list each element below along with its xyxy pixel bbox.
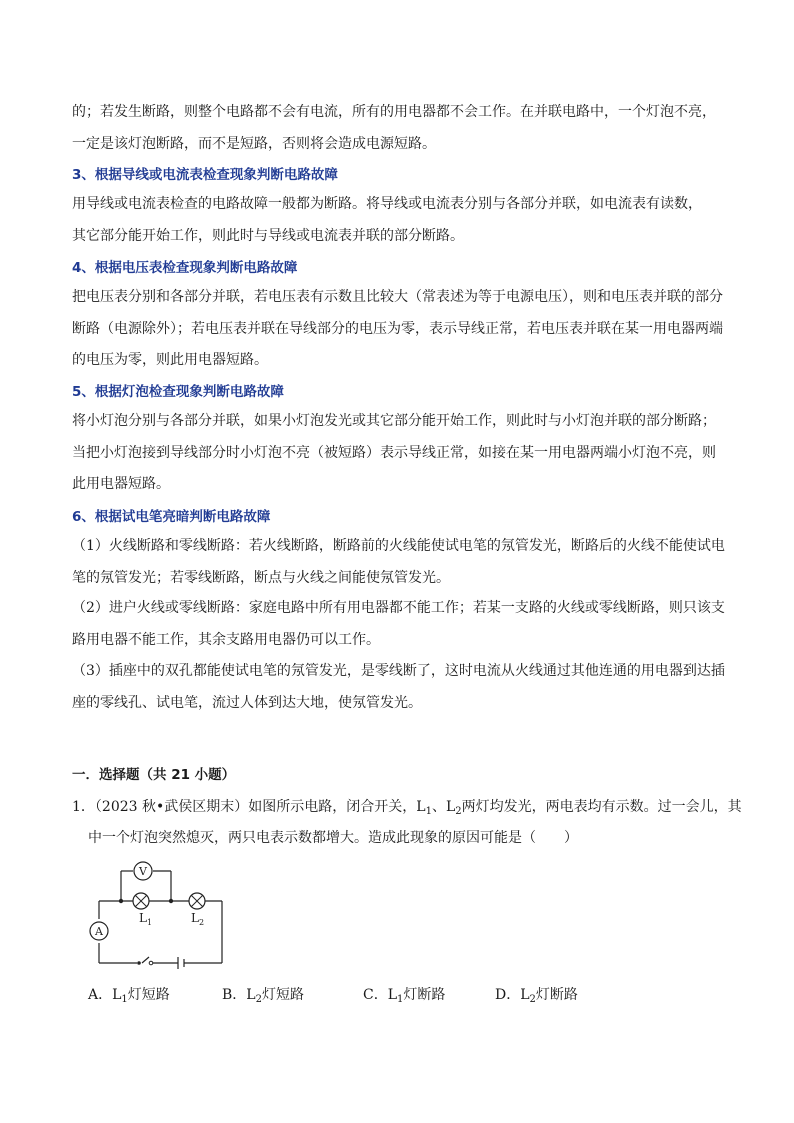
question-text-b: 两灯均发光，两电表均有示数。过一会儿，其 [461,799,742,815]
paragraph-4: 把电压表分别和各部分并联，若电压表有示数且比较大（常表述为等于电源电压），则和电压表并联的部分断路（电源除外）；若电压表并联在导线部分的电压为零，表示导线正常，若电压表并联在某一用电器两端的电压为零，则此用电器短路。 [72,289,723,368]
lamp-l2-icon [189,893,205,909]
paragraph-6-2: （2）进户火线或零线断路：家庭电路中所有用电器都不能工作；若某一支路的火线或零线断路，则只该支路用电器不能工作，其余支路用电器仍可以工作。 [72,600,725,648]
voltmeter-icon [134,862,152,880]
question-source: （2023 秋•武侯区期末） [94,799,249,815]
heading-5: 5、根据灯泡检查现象判断电路故障 [72,384,284,400]
paragraph-6-3: （3）插座中的双孔都能使试电笔的氖管发光，是零线断了，这时电流从火线通过其他连通的用电器到达插座的零线孔、试电笔，流过人体到达大地，使氖管发光。 [72,663,725,711]
section-title: 一．选择题（共 21 小题） [72,767,236,783]
heading-6: 6、根据试电笔亮暗判断电路故障 [72,509,271,525]
lamp-l1-subscript: 1 [425,806,432,817]
option-d-sub: 2 [529,994,536,1005]
option-a-sub: 1 [121,994,128,1005]
heading-4: 4、根据电压表检查现象判断电路故障 [72,260,298,276]
option-a-letter: A． [88,987,113,1003]
option-c-lamp: L [387,987,398,1003]
option-a-lamp: L [112,987,122,1003]
ammeter-label: A [95,925,103,938]
circuit-diagram [85,855,235,970]
option-b-sub: 2 [255,994,262,1005]
option-b-letter: B． [222,987,247,1003]
option-a[interactable] [88,985,170,1010]
option-a-text: 灯短路 [127,987,170,1003]
option-d-letter: D． [495,987,521,1003]
paragraph-5: 将小灯泡分别与各部分并联，如果小灯泡发光或其它部分能开始工作，则此时与小灯泡并联的部分断路；当把小灯泡接到导线部分时小灯泡不亮（被短路）表示导线正常，如接在某一用电器两端小灯泡不亮，则此用电器短路。 [72,413,716,492]
paragraph-6-1: （1）火线断路和零线断路：若火线断路，断路前的火线能使试电笔的氖管发光，断路后的火线不能使试电笔的氖管发光；若零线断路，断点与火线之间能使氖管发光。 [72,538,725,586]
diagram-l1-label: $L_1$ [139,911,153,927]
junction-dot-left [119,899,123,903]
lamp-l1-label: L [416,799,426,815]
question-1-line-1 [72,797,742,822]
lamp-l1-icon [133,893,149,909]
question-text-a: 如图所示电路，闭合开关， [248,799,417,815]
option-d-text: 灯断路 [535,987,578,1003]
option-d-lamp: L [520,987,530,1003]
lamp-l2-subscript: 2 [455,806,462,817]
question-number: 1． [72,799,95,815]
question-1-line-2: 中一个灯泡突然熄灭，两只电表示数都增大。造成此现象的原因可能是（ ） [88,830,578,846]
switch-icon [137,961,153,965]
voltmeter-label: V [139,865,147,878]
paragraph-continuation: 的；若发生断路，则整个电路都不会有电流，所有的用电器都不会工作。在并联电路中，一个灯泡不亮，一定是该灯泡断路，而不是短路，否则将会造成电源短路。 [72,104,716,152]
paragraph-3: 用导线或电流表检查的电路故障一般都为断路。将导线或电流表分别与各部分并联，如电流表有读数，其它部分能开始工作，则此时与导线或电流表并联的部分断路。 [72,196,702,244]
option-c[interactable] [363,985,445,1010]
option-c-sub: 1 [397,994,404,1005]
option-d[interactable] [495,985,578,1010]
lamp-l2-label: L [445,799,456,815]
junction-dot-right [169,899,173,903]
diagram-l2-label: $L_2$ [191,911,205,927]
separator: 、 [431,799,446,815]
option-b[interactable] [222,985,304,1010]
option-c-letter: C． [363,987,388,1003]
option-b-text: 灯短路 [261,987,304,1003]
heading-3: 3、根据导线或电流表检查现象判断电路故障 [72,167,338,183]
option-b-lamp: L [246,987,256,1003]
ammeter-icon [90,922,108,940]
option-c-text: 灯断路 [403,987,446,1003]
